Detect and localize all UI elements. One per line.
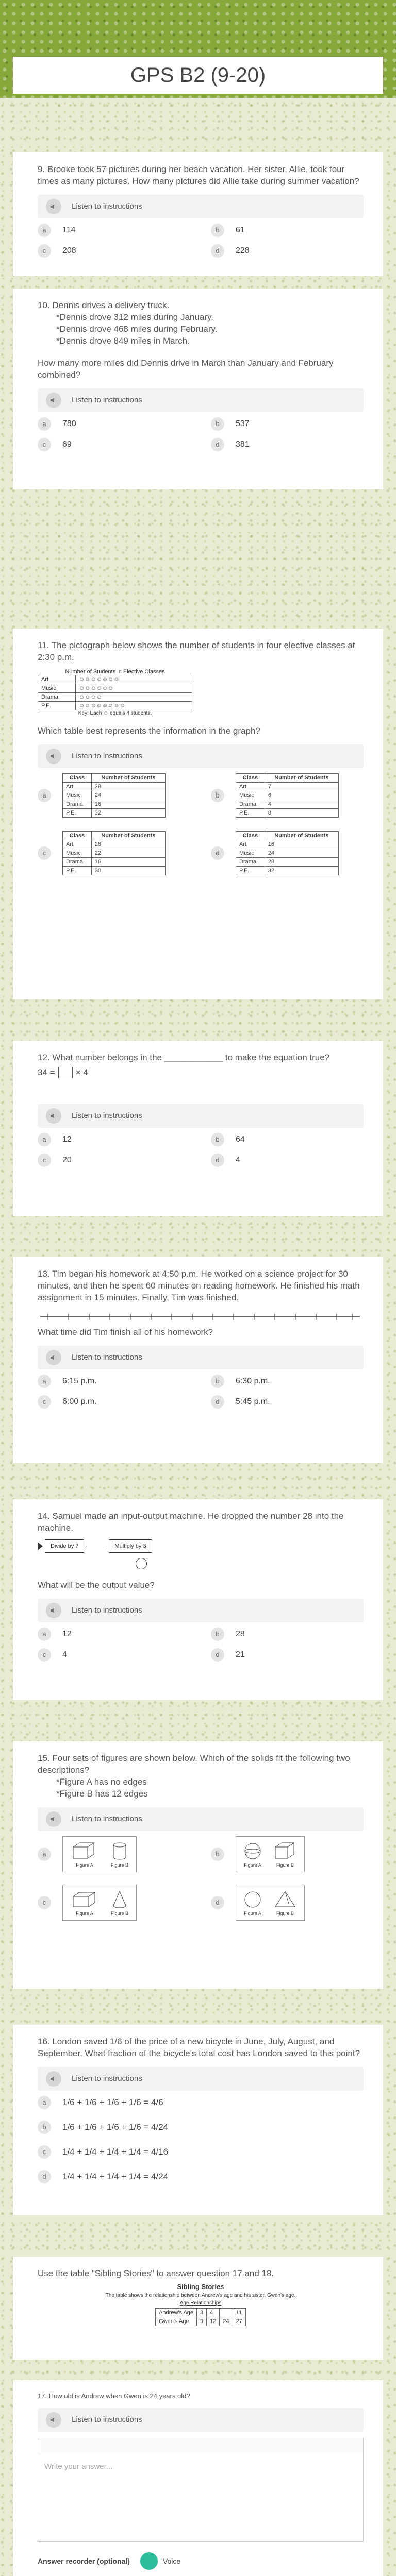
- figure-set: Figure A Figure B: [236, 1836, 305, 1872]
- sibling-caption: The table shows the relationship between Andrew's age and his sister, Gwen's age.: [105, 2292, 296, 2298]
- question-15-text: 15. Four sets of figures are shown below. Which of the solids fit the following two descriptions? *Figure A has no edges *Figure B has 12 edges: [38, 1753, 350, 1799]
- title-box: [13, 57, 383, 94]
- option-b[interactable]: [211, 224, 364, 237]
- io-machine: [38, 1539, 364, 1553]
- speaker-icon: [46, 2071, 61, 2087]
- option-b[interactable]: b 1/6 + 1/6 + 1/6 + 1/6 = 4/24: [38, 2121, 364, 2134]
- listen-button[interactable]: [38, 388, 364, 412]
- option-d[interactable]: d 21: [211, 1648, 364, 1662]
- option-c[interactable]: c 69: [38, 438, 190, 451]
- record-voice-icon[interactable]: [140, 2552, 158, 2570]
- question-14-card: [13, 1499, 383, 1700]
- listen-label: Listen to instructions: [72, 1111, 142, 1121]
- question-14-question: What will be the output value?: [38, 1580, 155, 1590]
- machine-step-1: Divide by 7: [45, 1539, 84, 1553]
- number-line-svg: [38, 1311, 362, 1323]
- option-letter: d: [211, 244, 224, 258]
- answer-options: [38, 224, 364, 258]
- question-15-card: [13, 1741, 383, 1989]
- listen-label: Listen to instructions: [72, 1353, 142, 1362]
- option-d[interactable]: d 1/4 + 1/4 + 1/4 + 1/4 = 4/24: [38, 2170, 364, 2183]
- option-a[interactable]: [38, 224, 190, 237]
- input-arrow-icon: [38, 1542, 43, 1550]
- option-d[interactable]: [211, 244, 364, 258]
- option-d[interactable]: d 381: [211, 438, 364, 451]
- option-d[interactable]: d 5:45 p.m.: [211, 1395, 364, 1409]
- option-a[interactable]: a Class Number of Students Art 28 Music 24 Drama 16 P.E. 32: [38, 773, 190, 818]
- pictograph-key: Key: Each ☺ equals 4 students.: [78, 710, 152, 716]
- editor-toolbar: [38, 2438, 363, 2454]
- listen-label: Listen to instructions: [72, 396, 142, 405]
- question-9-text: 9. Brooke took 57 pictures during her beach vacation. Her sister, Allie, took four times as many pictures. How many pictures did Allie take during summer vacation?: [38, 164, 359, 186]
- number-line: [38, 1311, 364, 1323]
- option-c[interactable]: c 20: [38, 1154, 190, 1167]
- question-10-question: How many more miles did Dennis drive in March than January and February combined?: [38, 358, 334, 380]
- pictograph-table: Art ☺☺☺☺☺☺☺ Music ☺☺☺☺☺☺ Drama ☺☺☺☺ P.E. ☺☺☺☺☺☺☺☺: [38, 675, 192, 710]
- question-11-question: Which table best represents the information in the graph?: [38, 725, 260, 736]
- listen-label: Listen to instructions: [72, 1606, 142, 1615]
- figure-set: Figure A Figure B: [62, 1885, 137, 1921]
- question-12-card: [13, 1041, 383, 1216]
- listen-button[interactable]: [38, 744, 364, 768]
- prism-icon: [69, 1889, 100, 1910]
- cube-icon: [69, 1841, 100, 1861]
- option-c[interactable]: c 1/4 + 1/4 + 1/4 + 1/4 = 4/16: [38, 2145, 364, 2159]
- question-13-text: 13. Tim began his homework at 4:50 p.m. He worked on a science project for 30 minutes, and then he spent 60 minutes on reading homework. He finished his math assignment in 15 minutes. Finally, Tim was finished.: [38, 1269, 360, 1302]
- speaker-icon: [46, 1811, 61, 1827]
- question-16-card: [13, 2025, 383, 2215]
- option-a[interactable]: a 12: [38, 1628, 190, 1641]
- sibling-stories-card: [13, 2257, 383, 2360]
- option-value: 61: [236, 225, 245, 234]
- sibling-title: Sibling Stories: [177, 2282, 224, 2291]
- option-letter: a: [38, 224, 51, 237]
- answer-options: [38, 1375, 364, 1409]
- answer-options: [38, 1836, 364, 1921]
- listen-button[interactable]: [38, 2067, 364, 2091]
- listen-label: Listen to instructions: [72, 752, 142, 761]
- option-table: Class Number of Students Art 7 Music 6 Drama 4 P.E. 8: [236, 773, 339, 818]
- question-10-card: [13, 289, 383, 489]
- pyramid-icon: [272, 1889, 298, 1910]
- figure-set: Figure A Figure B: [236, 1885, 305, 1921]
- option-b[interactable]: b 6:30 p.m.: [211, 1375, 364, 1388]
- option-letter: b: [211, 224, 224, 237]
- figure-set: Figure A Figure B: [62, 1836, 137, 1872]
- question-16-text: 16. London saved 1/6 of the price of a new bicycle in June, July, August, and September. What fraction of the bicycle's total cost has London saved to this point?: [38, 2037, 360, 2058]
- speaker-icon: [46, 1603, 61, 1618]
- output-circle: [136, 1558, 147, 1569]
- speaker-icon: [46, 2412, 61, 2428]
- question-13-card: [13, 1257, 383, 1463]
- option-d[interactable]: d Figure A Figure B: [211, 1885, 364, 1921]
- listen-label: Listen to instructions: [72, 1815, 142, 1824]
- option-c[interactable]: c Class Number of Students Art 28 Music 22 Drama 16 P.E. 30: [38, 831, 190, 875]
- question-17-card: [13, 2380, 383, 2576]
- option-table: Class Number of Students Art 16 Music 24 Drama 28 P.E. 32: [236, 831, 339, 875]
- listen-button[interactable]: [38, 1346, 364, 1369]
- question-9-card: [13, 152, 383, 276]
- listen-button[interactable]: [38, 195, 364, 218]
- answer-options: [38, 773, 364, 875]
- listen-label: Listen to instructions: [72, 2415, 142, 2425]
- speaker-icon: [46, 199, 61, 214]
- listen-button[interactable]: [38, 2408, 364, 2432]
- cube-icon: [272, 1841, 298, 1861]
- option-d[interactable]: d 4: [211, 1154, 364, 1167]
- option-letter: c: [38, 244, 51, 258]
- option-b[interactable]: b Class Number of Students Art 7 Music 6 Drama 4 P.E. 8: [211, 773, 364, 818]
- option-value: 228: [236, 246, 250, 255]
- option-c[interactable]: c 6:00 p.m.: [38, 1395, 190, 1409]
- speaker-icon: [46, 1350, 61, 1365]
- listen-button[interactable]: [38, 1104, 364, 1128]
- sphere-icon: [242, 1841, 263, 1861]
- listen-button[interactable]: [38, 1599, 364, 1622]
- question-12-text: 12. What number belongs in the ____________ to make the equation true?: [38, 1053, 330, 1062]
- question-11-card: [13, 629, 383, 999]
- option-c[interactable]: c 4: [38, 1648, 190, 1662]
- option-d[interactable]: d Class Number of Students Art 16 Music 24 Drama 28 P.E. 32: [211, 831, 364, 875]
- answer-options: [38, 1628, 364, 1662]
- equation: 34 = × 4: [38, 1067, 88, 1077]
- option-a[interactable]: a 6:15 p.m.: [38, 1375, 190, 1388]
- sibling-subtitle: Age Relationships: [179, 2300, 222, 2306]
- option-a[interactable]: a 780: [38, 417, 190, 431]
- pictograph: [38, 669, 192, 716]
- question-11-text: 11. The pictograph below shows the number of students in four elective classes at 2:30 p.m.: [38, 640, 355, 662]
- answer-options: [38, 417, 364, 451]
- speaker-icon: [46, 393, 61, 408]
- sphere-icon: [242, 1889, 263, 1910]
- listen-label: Listen to instructions: [72, 202, 142, 211]
- question-10-text: 10. Dennis drives a delivery truck. *Dennis drove 312 miles during January. *Dennis drove 468 miles during February. *Dennis drove 849 miles in March.: [38, 300, 218, 346]
- equation-blank-box: [58, 1067, 73, 1078]
- option-a[interactable]: a 12: [38, 1133, 190, 1146]
- sibling-intro: Use the table "Sibling Stories" to answer question 17 and 18.: [38, 2268, 274, 2278]
- option-b[interactable]: b 537: [211, 417, 364, 431]
- listen-label: Listen to instructions: [72, 2074, 142, 2083]
- question-17-text: 17. How old is Andrew when Gwen is 24 years old?: [38, 2392, 190, 2400]
- page-title: GPS B2 (9-20): [130, 63, 266, 87]
- speaker-icon: [46, 1108, 61, 1124]
- option-table: Class Number of Students Art 28 Music 24 Drama 16 P.E. 32: [62, 773, 166, 818]
- answer-recorder: Answer recorder (optional) Voice: [38, 2552, 364, 2570]
- option-table: Class Number of Students Art 28 Music 22 Drama 16 P.E. 30: [62, 831, 166, 875]
- answer-options: [38, 1133, 364, 1167]
- cylinder-icon: [109, 1841, 130, 1861]
- option-b[interactable]: b 28: [211, 1628, 364, 1641]
- speaker-icon: [46, 749, 61, 764]
- option-value: 114: [62, 225, 76, 234]
- question-14-text: 14. Samuel made an input-output machine. He dropped the number 28 into the machine.: [38, 1511, 344, 1533]
- option-c[interactable]: c Figure A Figure B: [38, 1885, 190, 1921]
- answer-options: [38, 2096, 364, 2183]
- answer-textbox[interactable]: [38, 2438, 364, 2542]
- option-a[interactable]: a 1/6 + 1/6 + 1/6 + 1/6 = 4/6: [38, 2096, 364, 2109]
- option-b[interactable]: b 64: [211, 1133, 364, 1146]
- option-b[interactable]: b Figure A Figure B: [211, 1836, 364, 1872]
- pictograph-title: Number of Students in Elective Classes: [65, 668, 165, 675]
- machine-step-2: Multiply by 3: [109, 1539, 152, 1553]
- cone-icon: [109, 1889, 130, 1910]
- option-a[interactable]: a Figure A Figure B: [38, 1836, 190, 1872]
- option-c[interactable]: [38, 244, 190, 258]
- option-value: 208: [62, 246, 76, 255]
- question-13-question: What time did Tim finish all of his homework?: [38, 1327, 213, 1337]
- sibling-table: Andrew's Age 3 4 11 Gwen's Age 9 12 24 27: [155, 2308, 246, 2326]
- listen-button[interactable]: [38, 1807, 364, 1831]
- answer-placeholder: Write your answer...: [44, 2462, 113, 2471]
